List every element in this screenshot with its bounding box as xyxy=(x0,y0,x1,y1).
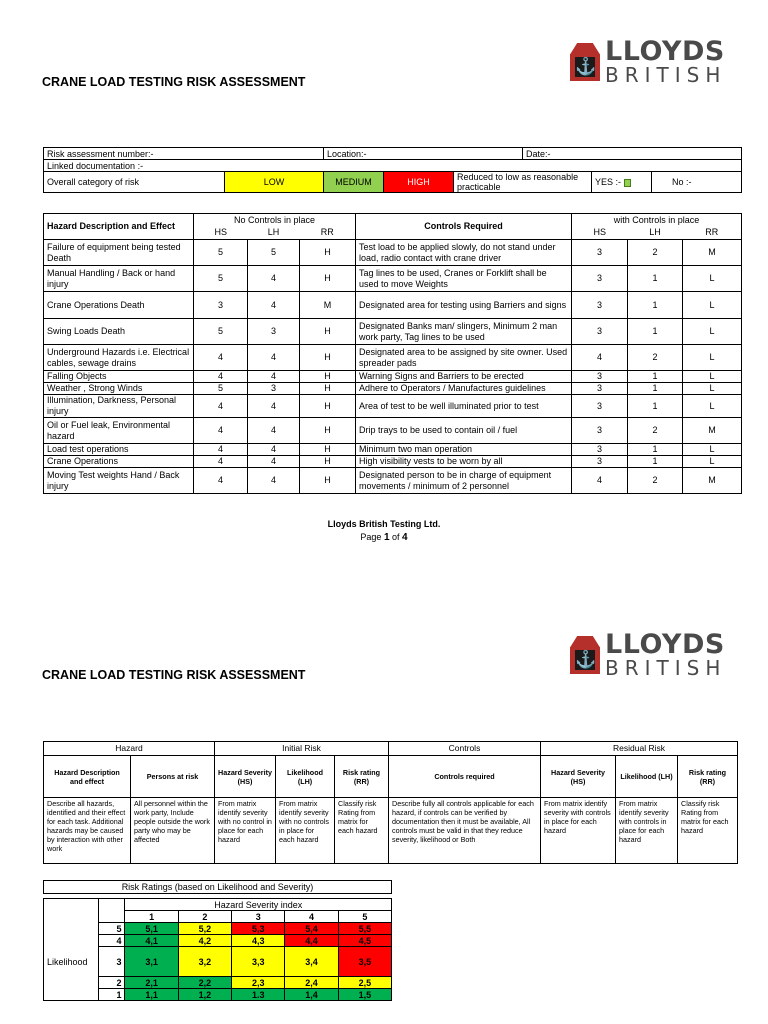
lh-value: 4 xyxy=(248,468,300,494)
control-required: Adhere to Operators / Manufactures guidelines xyxy=(356,383,572,395)
anchor-icon: ⚓ xyxy=(575,56,597,76)
matrix-cell: 4,3 xyxy=(232,935,285,947)
hs-residual-value: 4 xyxy=(572,345,628,371)
control-required: Area of test to be well illuminated prior to test xyxy=(356,395,572,418)
head-severity: Hazard Severity (HS) xyxy=(215,756,276,798)
matrix-cell: 1,4 xyxy=(285,989,338,1001)
hazard-row xyxy=(44,468,742,494)
severity-col-header: 4 xyxy=(285,911,338,923)
rr-residual-value: L xyxy=(683,345,742,371)
matrix-row xyxy=(44,923,392,935)
hazard-table xyxy=(43,213,742,494)
lh-residual-value: 1 xyxy=(628,395,683,418)
hs-residual-value: 3 xyxy=(572,266,628,292)
footer-page: Page 1 of 4 xyxy=(360,532,408,543)
hs-residual-value: 3 xyxy=(572,418,628,444)
hs-value: 5 xyxy=(194,383,248,395)
date-field: Date:- xyxy=(522,148,741,160)
col-hazard-header: Hazard Description and Effect xyxy=(44,214,194,240)
hazard-description: Weather , Strong Winds xyxy=(44,383,194,395)
likelihood-label: Likelihood xyxy=(44,947,99,977)
location-field: Location:- xyxy=(324,148,523,160)
matrix-cell: 5,1 xyxy=(125,923,178,935)
hazard-row xyxy=(44,418,742,444)
matrix-cell: 2,2 xyxy=(178,977,231,989)
head-risk-rating-res: Risk rating (RR) xyxy=(678,756,738,798)
lh-value: 4 xyxy=(248,292,300,319)
rr-value: H xyxy=(300,319,356,345)
with-controls-header: with Controls in place xyxy=(572,214,742,227)
rr-value: H xyxy=(300,418,356,444)
lh-residual-value: 1 xyxy=(628,266,683,292)
hazard-description: Moving Test weights Hand / Back injury xyxy=(44,468,194,494)
rr-residual-value: L xyxy=(683,319,742,345)
hs-value: 4 xyxy=(194,468,248,494)
overall-category-label: Overall category of risk xyxy=(44,172,225,193)
matrix-cell: 4,1 xyxy=(125,935,178,947)
matrix-cell: 4,5 xyxy=(338,935,391,947)
rr-residual-value: M xyxy=(683,240,742,266)
anchor-icon: ⚓ xyxy=(575,649,597,669)
guide-risk-rating-res: Classify risk Rating from matrix for each hazard xyxy=(678,798,738,864)
hazard-description: Underground Hazards i.e. Electrical cables, sewage drains xyxy=(44,345,194,371)
group-residual-risk: Residual Risk xyxy=(541,742,738,756)
matrix-cell: 2,5 xyxy=(338,977,391,989)
rr-residual-value: L xyxy=(683,292,742,319)
matrix-cell: 4,4 xyxy=(285,935,338,947)
hazard-row xyxy=(44,444,742,456)
hazard-description: Swing Loads Death xyxy=(44,319,194,345)
hs-value: 5 xyxy=(194,319,248,345)
rr-value: H xyxy=(300,371,356,383)
controls-required-header: Controls Required xyxy=(356,214,572,240)
hs-value: 3 xyxy=(194,292,248,319)
risk-high-badge: HIGH xyxy=(384,172,454,193)
risk-low-badge: LOW xyxy=(225,172,324,193)
document-title-page2: CRANE LOAD TESTING RISK ASSESSMENT xyxy=(42,668,306,682)
hazard-row xyxy=(44,240,742,266)
company-logo-page2 xyxy=(570,631,726,678)
hs-residual-value: 3 xyxy=(572,240,628,266)
hs-residual-value: 3 xyxy=(572,383,628,395)
lh-value: 4 xyxy=(248,418,300,444)
hazard-description: Oil or Fuel leak, Environmental hazard xyxy=(44,418,194,444)
hs-value: 4 xyxy=(194,345,248,371)
hs-residual-value: 3 xyxy=(572,292,628,319)
severity-col-header: 1 xyxy=(125,911,178,923)
rr-value: H xyxy=(300,468,356,494)
lh-residual-value: 2 xyxy=(628,345,683,371)
hs-value: 4 xyxy=(194,456,248,468)
matrix-cell: 1.3 xyxy=(232,989,285,1001)
matrix-cell: 2,4 xyxy=(285,977,338,989)
head-likelihood-res: Likelihood (LH) xyxy=(616,756,678,798)
head-persons: Persons at risk xyxy=(131,756,215,798)
rr-residual-value: L xyxy=(683,395,742,418)
hazard-row xyxy=(44,345,742,371)
hs-value: 4 xyxy=(194,444,248,456)
hs-residual-value: 3 xyxy=(572,395,628,418)
matrix-cell: 2,3 xyxy=(232,977,285,989)
head-hazard-desc: Hazard Description and effect xyxy=(44,756,131,798)
hazard-row xyxy=(44,292,742,319)
lh-header: LH xyxy=(248,227,300,240)
severity-col-header: 5 xyxy=(338,911,391,923)
lh-value: 3 xyxy=(248,383,300,395)
lh-residual-value: 1 xyxy=(628,371,683,383)
rr2-header: RR xyxy=(683,227,742,240)
linked-docs-field: Linked documentation :- xyxy=(44,160,742,172)
rr-value: M xyxy=(300,292,356,319)
lh-value: 4 xyxy=(248,345,300,371)
head-likelihood: Likelihood (LH) xyxy=(276,756,335,798)
lh-residual-value: 2 xyxy=(628,240,683,266)
lh-value: 4 xyxy=(248,371,300,383)
rr-residual-value: L xyxy=(683,456,742,468)
matrix-cell: 5,3 xyxy=(232,923,285,935)
matrix-cell: 3,4 xyxy=(285,947,338,977)
likelihood-row-header: 5 xyxy=(99,923,125,935)
hs-residual-value: 4 xyxy=(572,468,628,494)
rr-residual-value: L xyxy=(683,371,742,383)
head-risk-rating: Risk rating (RR) xyxy=(335,756,389,798)
severity-index-label: Hazard Severity index xyxy=(125,899,392,911)
control-required: Drip trays to be used to contain oil / fuel xyxy=(356,418,572,444)
matrix-row xyxy=(44,989,392,1001)
guide-severity-res: From matrix identify severity with controls in place for each hazard xyxy=(541,798,616,864)
hs-value: 5 xyxy=(194,240,248,266)
lh-value: 3 xyxy=(248,319,300,345)
guide-likelihood: From matrix identify severity with no controls in place for each hazard xyxy=(276,798,335,864)
hazard-description: Crane Operations xyxy=(44,456,194,468)
rr-value: H xyxy=(300,456,356,468)
likelihood-row-header: 1 xyxy=(99,989,125,1001)
matrix-row xyxy=(44,935,392,947)
hs2-header: HS xyxy=(572,227,628,240)
control-required: Designated area to be assigned by site owner. Used spreader pads xyxy=(356,345,572,371)
rr-residual-value: M xyxy=(683,468,742,494)
hazard-row xyxy=(44,371,742,383)
matrix-cell: 4,2 xyxy=(178,935,231,947)
risk-number-field: Risk assessment number:- xyxy=(44,148,324,160)
control-required: Warning Signs and Barriers to be erected xyxy=(356,371,572,383)
control-required: Designated Banks man/ slingers, Minimum 2 man work party, Tag lines to be used xyxy=(356,319,572,345)
matrix-row xyxy=(44,977,392,989)
rr-value: H xyxy=(300,444,356,456)
hazard-description: Crane Operations Death xyxy=(44,292,194,319)
document-title: CRANE LOAD TESTING RISK ASSESSMENT xyxy=(42,75,306,89)
control-required: Minimum two man operation xyxy=(356,444,572,456)
hs-header: HS xyxy=(194,227,248,240)
lh2-header: LH xyxy=(628,227,683,240)
lh-residual-value: 2 xyxy=(628,468,683,494)
matrix-cell: 5,4 xyxy=(285,923,338,935)
likelihood-row-header: 2 xyxy=(99,977,125,989)
guide-controls: Describe fully all controls applicable for each hazard, if controls can be verified by documentation then it must be available, All controls must be valid in that they reduce severity, likelihood or Both xyxy=(389,798,541,864)
matrix-cell: 3,3 xyxy=(232,947,285,977)
hs-residual-value: 3 xyxy=(572,444,628,456)
risk-matrix xyxy=(43,898,392,1001)
lh-residual-value: 1 xyxy=(628,319,683,345)
yes-field: YES :- xyxy=(592,172,652,193)
hazard-description: Falling Objects xyxy=(44,371,194,383)
matrix-cell: 3,2 xyxy=(178,947,231,977)
rr-header: RR xyxy=(300,227,356,240)
rr-value: H xyxy=(300,345,356,371)
guide-desc: Describe all hazards, identified and their effect for each task. Additional hazards may be caused by interaction with other work xyxy=(44,798,131,864)
rr-value: H xyxy=(300,395,356,418)
lh-residual-value: 1 xyxy=(628,456,683,468)
lh-residual-value: 1 xyxy=(628,383,683,395)
matrix-cell: 1,1 xyxy=(125,989,178,1001)
footer-company: Lloyds British Testing Ltd. xyxy=(327,519,441,529)
lh-value: 4 xyxy=(248,456,300,468)
guide-risk-rating: Classify risk Rating from matrix for each hazard xyxy=(335,798,389,864)
lh-value: 4 xyxy=(248,266,300,292)
rr-residual-value: L xyxy=(683,383,742,395)
risk-ratings-title: Risk Ratings (based on Likelihood and Severity) xyxy=(44,881,392,894)
guide-likelihood-res: From matrix identify severity with controls in place for each hazard xyxy=(616,798,678,864)
control-required: Designated person to be in charge of equipment movements / minimum of 2 personnel xyxy=(356,468,572,494)
hs-residual-value: 3 xyxy=(572,456,628,468)
severity-col-header: 2 xyxy=(178,911,231,923)
head-severity-res: Hazard Severity (HS) xyxy=(541,756,616,798)
matrix-cell: 2,1 xyxy=(125,977,178,989)
rr-value: H xyxy=(300,266,356,292)
matrix-cell: 3,1 xyxy=(125,947,178,977)
control-required: Designated area for testing using Barriers and signs xyxy=(356,292,572,319)
lh-value: 5 xyxy=(248,240,300,266)
likelihood-row-header: 3 xyxy=(99,947,125,977)
guidance-table xyxy=(43,741,738,864)
rr-value: H xyxy=(300,240,356,266)
hs-residual-value: 3 xyxy=(572,371,628,383)
logo-mark xyxy=(570,43,600,81)
hazard-row xyxy=(44,383,742,395)
rr-value: H xyxy=(300,383,356,395)
hazard-row xyxy=(44,266,742,292)
matrix-cell: 1,5 xyxy=(338,989,391,1001)
hs-value: 4 xyxy=(194,371,248,383)
rr-residual-value: M xyxy=(683,418,742,444)
hs-value: 5 xyxy=(194,266,248,292)
logo-word-british: BRITISH xyxy=(605,656,727,680)
lh-residual-value: 1 xyxy=(628,292,683,319)
logo-word-lloyds: LLOYDS xyxy=(605,629,725,660)
group-controls: Controls xyxy=(389,742,541,756)
guide-persons: All personnel within the work party, Include people outside the work party who may be affected xyxy=(131,798,215,864)
hazard-row xyxy=(44,456,742,468)
rr-residual-value: L xyxy=(683,266,742,292)
lh-value: 4 xyxy=(248,395,300,418)
hazard-row xyxy=(44,319,742,345)
no-field: No :- xyxy=(652,172,742,193)
control-required: Test load to be applied slowly, do not stand under load, radio contact with crane driver xyxy=(356,240,572,266)
lh-value: 4 xyxy=(248,444,300,456)
matrix-cell: 5,5 xyxy=(338,923,391,935)
hazard-row xyxy=(44,395,742,418)
hazard-description: Illumination, Darkness, Personal injury xyxy=(44,395,194,418)
group-initial-risk: Initial Risk xyxy=(215,742,389,756)
likelihood-row-header: 4 xyxy=(99,935,125,947)
severity-col-header: 3 xyxy=(232,911,285,923)
head-controls: Controls required xyxy=(389,756,541,798)
company-logo xyxy=(570,38,726,85)
matrix-cell: 1,2 xyxy=(178,989,231,1001)
lh-residual-value: 1 xyxy=(628,444,683,456)
hs-value: 4 xyxy=(194,395,248,418)
logo-word-british: BRITISH xyxy=(605,63,727,87)
hazard-description: Manual Handling / Back or hand injury xyxy=(44,266,194,292)
logo-mark xyxy=(570,636,600,674)
risk-info-table xyxy=(43,147,742,193)
hazard-description: Failure of equipment being tested Death xyxy=(44,240,194,266)
risk-ratings-title-table xyxy=(43,880,392,894)
guide-severity: From matrix identify severity with no control in place for each hazard xyxy=(215,798,276,864)
yes-checkbox-icon xyxy=(624,179,631,187)
group-hazard: Hazard xyxy=(44,742,215,756)
logo-word-lloyds: LLOYDS xyxy=(605,36,725,67)
reduced-label: Reduced to low as reasonable practicable xyxy=(454,172,592,193)
lh-residual-value: 2 xyxy=(628,418,683,444)
hs-residual-value: 3 xyxy=(572,319,628,345)
matrix-row xyxy=(44,947,392,977)
control-required: High visibility vests to be worn by all xyxy=(356,456,572,468)
control-required: Tag lines to be used, Cranes or Forklift shall be used to move Weights xyxy=(356,266,572,292)
matrix-cell: 3,5 xyxy=(338,947,391,977)
rr-residual-value: L xyxy=(683,444,742,456)
no-controls-header: No Controls in place xyxy=(194,214,356,227)
risk-medium-badge: MEDIUM xyxy=(324,172,384,193)
hs-value: 4 xyxy=(194,418,248,444)
hazard-description: Load test operations xyxy=(44,444,194,456)
matrix-cell: 5,2 xyxy=(178,923,231,935)
